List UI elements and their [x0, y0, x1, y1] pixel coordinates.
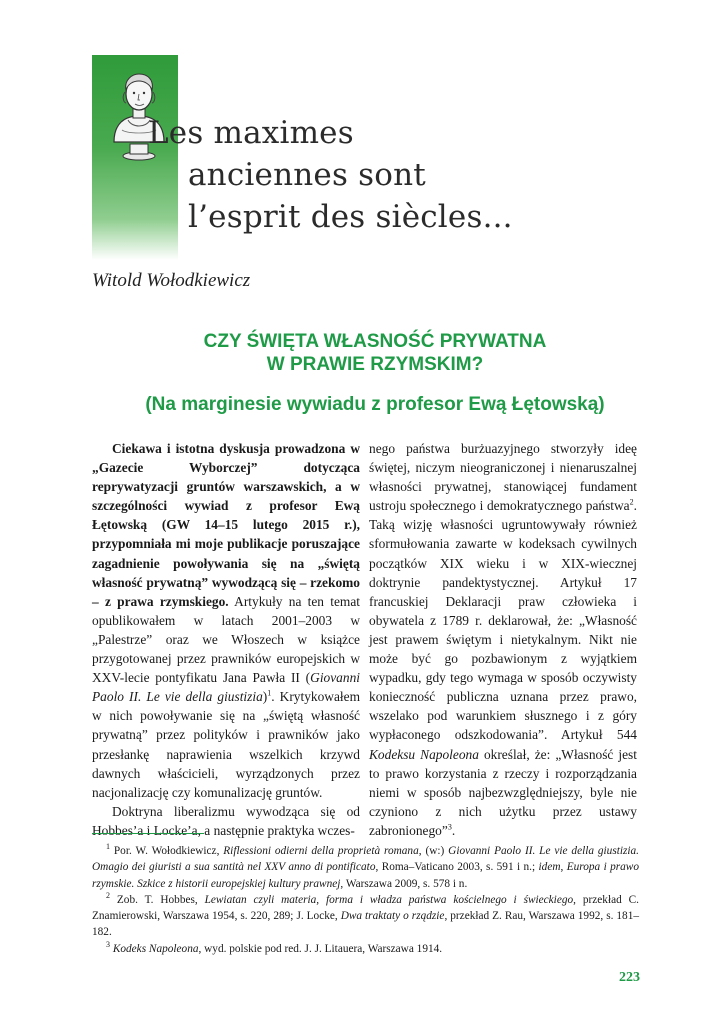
footnote-italic: Lewiatan czyli materia, forma i władza państwa kościelnego i świeckiego	[204, 893, 574, 906]
body-text: )	[262, 689, 268, 705]
author-name: Witold Wołodkiewicz	[92, 270, 251, 291]
footnote-italic: Europa i prawo rzymskie. Szkice z historii europejskiej kultury prawnej	[92, 861, 639, 890]
footnote-number: 2	[106, 891, 110, 901]
body-text: . Krytykowałem w nich powoływanie się na „świętą własność prywatną” przez polityków i prawników jako przesłankę naprawienia wszelkich krzywd dawnych właścicieli, wyrządzonych przez nacjonalizację czy komunalizację gruntów.	[92, 689, 360, 800]
footnote-3	[92, 941, 639, 957]
footnote-text: Por. W. Wołodkiewicz,	[113, 845, 224, 857]
footnote-1	[92, 843, 639, 892]
paragraph	[369, 439, 637, 840]
footnote-number: 3	[106, 940, 110, 950]
footnote-italic: Riflessioni odierni della proprietà romana	[223, 845, 419, 857]
footnotes	[92, 843, 639, 957]
footnote-text: , Roma–Vaticano 2003, s. 591 i n.;	[375, 861, 539, 874]
italic-title: Kodeksu Napoleona	[369, 746, 479, 762]
footnote-2	[92, 892, 639, 941]
footnote-italic: Giovanni Paolo II. Le vie della giustizia. Omagio dei giuristi a sua santità nel XXV anno di pontificato	[92, 845, 640, 874]
footnote-ref[interactable]: 2	[629, 497, 634, 507]
page-number: 223	[619, 970, 640, 985]
footnote-text: , wyd. polskie pod red. J. J. Litauera, Warszawa 1914.	[198, 942, 443, 955]
body-text: nego państwa burżuazyjnego stworzyły ideę świętej, niczym nieograniczonej i nienaruszalnej własności prywatnej, stanowiącej fundament ustroju społecznego i demokratycznego państwa	[369, 441, 637, 514]
body-text: Artykuły na ten temat opublikowałem w latach 2001–2003 w „Palestrze” oraz we Włoszech w książce przygotowanej przez prawników europejskich w XXV-lecie pontyfikatu Jana Pawła II (	[92, 593, 360, 686]
footnote-text: , (w:)	[418, 845, 449, 857]
article-title-line-2: W PRAWIE RZYMSKIM?	[266, 354, 484, 375]
footnote-text: ,	[560, 861, 567, 874]
series-title-line-3: l’esprit des siècles...	[188, 199, 513, 235]
footnote-divider	[92, 833, 204, 834]
series-title	[148, 112, 513, 238]
series-title-line-1: Les maximes	[148, 115, 354, 151]
italic-title: Giovanni Paolo II. Le vie della giustizia	[92, 670, 360, 705]
footnote-ref[interactable]: 1	[267, 688, 272, 698]
footnote-text: Zob. T. Hobbes,	[116, 893, 205, 906]
body-column-left	[92, 439, 360, 840]
footnote-italic: Dwa traktaty o rządzie	[340, 910, 445, 923]
paragraph	[92, 439, 360, 802]
series-title-line-2: anciennes sont	[188, 157, 426, 193]
footnote-text: , Warszawa 2009, s. 578 i n.	[340, 877, 468, 890]
lead-text: Ciekawa i istotna dyskusja prowadzona w „Gazecie Wyborczej” dotycząca reprywatyzacji gruntów warszawskich, a w szczególności wywiad z profesor Ewą Łętowską (GW 14–15 lutego 2015 r.), przypomniała mi moje publikacje poruszające zagadnienie powoływania się na „świętą własność prywatną” wywodzącą się – rzekomo – z prawa rzymskiego.	[92, 441, 360, 609]
body-column-right	[369, 439, 637, 840]
paragraph: Doktryna liberalizmu wywodząca się od Hobbes’a i Locke’a, a następnie praktyka wczes-	[92, 803, 360, 838]
footnote-ref[interactable]: 3	[447, 822, 452, 832]
body-text: określał, że: „Własność jest to prawo korzystania z rzeczy i rozporządzania niemi w sposób najbezwzględniejszy, byle nie czyniono z nich użytku przez ustawy zabronionego”	[369, 746, 637, 838]
footnote-text: , przekład Z. Rau, Warszawa 1992, s. 181–182.	[92, 910, 640, 939]
footnote-italic: Kodeks Napoleona	[112, 942, 199, 955]
article-title-line-1: CZY ŚWIĘTA WŁASNOŚĆ PRYWATNA	[203, 331, 547, 352]
footnote-number: 1	[106, 842, 110, 852]
body-text: . Taką wizję własności ugruntowywały również sformułowania zawarte w kodeksach cywilnych początków XIX wieku i w XIX-wiecznej doktrynie pandektystycznej. Artykuł 17 francuskiej Deklaracji praw człowieka i obywatela z 1789 r. deklarował, że: „Własność jest prawem świętym i nietykalnym. Nikt nie może być go pozbawionym z wyjątkiem wypadku, gdy tego wymaga w sposób oczywisty konieczność publiczna uznana przez prawo, wszelako pod warunkiem słusznego i z góry wypłaconego odszkodowania”. Artykuł 544	[369, 498, 637, 743]
footnote-text: , przekład C. Znamierowski, Warszawa 1954, s. 220, 289; J. Locke,	[92, 893, 639, 923]
footnote-italic: idem	[538, 861, 561, 874]
article-title	[150, 330, 600, 376]
body-text: .	[451, 822, 456, 838]
article-subtitle: (Na marginesie wywiadu z profesor Ewą Łętowską)	[145, 394, 605, 415]
